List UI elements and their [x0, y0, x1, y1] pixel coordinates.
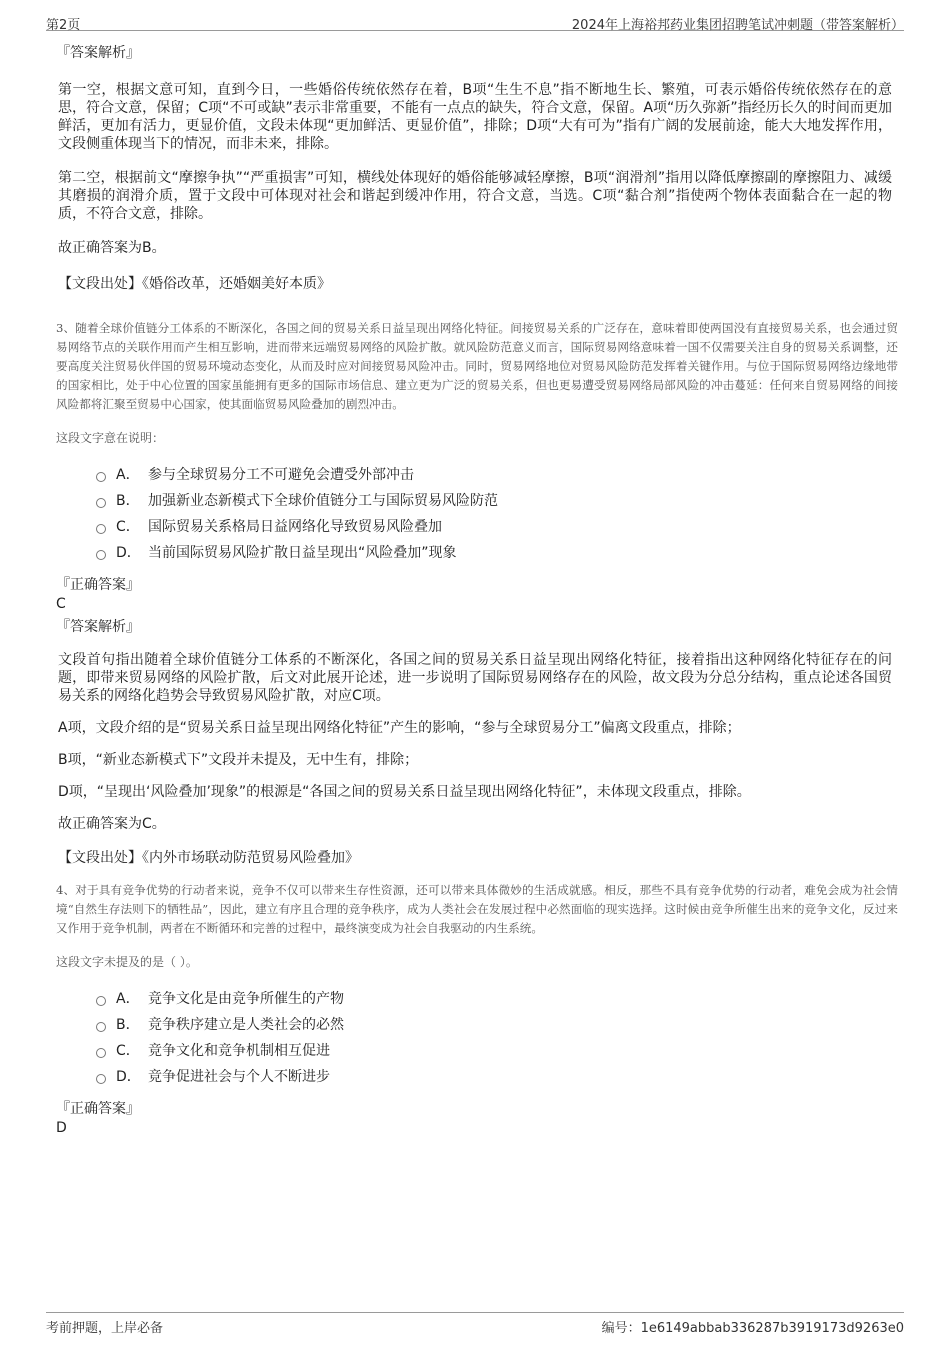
footer-slogan: 考前押题，上岸必备 — [46, 1321, 164, 1336]
question-4-text: 4、对于具有竞争优势的行动者来说，竞争不仅可以带来生存性资源，还可以带来具体微妙的生活成就感。相反，那些不具有竞争优势的行动者，难免会成为社会情境“自然生存法则下的牺牲品”，因此，建立有序且合理的竞争秩序，成为人类社会在发展过程中必然面临的现实选择。这时候由竞争所催生出来的竞争文化，反过来又作用于竞争机制，两者在不断循环和完善的过程中，最终演变成为社会自我驱动的内生系统。 — [56, 883, 898, 935]
option-letter: A． — [116, 991, 140, 1007]
analysis-paragraph: A项，文段介绍的是“贸易关系日益呈现出网络化特征”产生的影响，“参与全球贸易分工”偏离文段重点，排除； — [58, 720, 741, 736]
correct-answer-label: 『正确答案』 — [56, 1101, 140, 1117]
analysis-paragraph: 文段首句指出随着全球价值链分工体系的不断深化，各国之间的贸易关系日益呈现出网络化特征，接着指出这种网络化特征存在的问题，即带来贸易网络的风险扩散，后文对此展开论述，进一步说明了国际贸易网络存在的风险，故文段为分总分结构，重点论述各国贸易关系的网络化趋势会导致贸易风险扩散，对应C项。 — [58, 652, 892, 704]
option-text: 竞争文化是由竞争所催生的产物 — [148, 991, 344, 1007]
source-citation: 【文段出处】《婚俗改革，还婚姻美好本质》 — [58, 276, 331, 292]
option-a[interactable] — [96, 986, 896, 1012]
question-4-options — [96, 986, 896, 1090]
option-b[interactable] — [96, 1012, 896, 1038]
document-title: 2024年上海裕邦药业集团招聘笔试冲刺题（带答案解析） — [571, 18, 904, 33]
document-id: 编号：1e6149abbab336287b3919173d9263e0 — [601, 1321, 904, 1336]
option-c[interactable] — [96, 514, 896, 540]
radio-icon[interactable] — [96, 1074, 106, 1084]
question-3-prompt: 这段文字意在说明： — [56, 431, 165, 445]
option-text: 加强新业态新模式下全球价值链分工与国际贸易风险防范 — [148, 493, 498, 509]
analysis-paragraph: D项，“呈现出‘风险叠加’现象”的根源是“各国之间的贸易关系日益呈现出网络化特征”，未体现文段重点，排除。 — [58, 784, 751, 800]
option-text: 参与全球贸易分工不可避免会遭受外部冲击 — [148, 467, 414, 483]
option-c[interactable] — [96, 1038, 896, 1064]
page-content — [56, 44, 896, 1142]
option-text: 当前国际贸易风险扩散日益呈现出“风险叠加”现象 — [148, 545, 457, 561]
radio-icon[interactable] — [96, 524, 106, 534]
page-footer — [46, 1312, 904, 1343]
option-text: 竞争秩序建立是人类社会的必然 — [148, 1017, 344, 1033]
page-number: 第2页 — [46, 18, 81, 33]
radio-icon[interactable] — [96, 996, 106, 1006]
correct-answer: C — [56, 596, 66, 612]
correct-answer: D — [56, 1120, 67, 1136]
question-4-prompt: 这段文字未提及的是（ ）。 — [56, 955, 198, 969]
question-3-options — [96, 462, 896, 566]
source-citation: 【文段出处】《内外市场联动防范贸易风险叠加》 — [58, 850, 359, 866]
answer-conclusion: 故正确答案为C。 — [58, 816, 166, 832]
option-text: 竞争文化和竞争机制相互促进 — [148, 1043, 330, 1059]
radio-icon[interactable] — [96, 498, 106, 508]
analysis-paragraph: B项，“新业态新模式下”文段并未提及，无中生有，排除； — [58, 752, 419, 768]
radio-icon[interactable] — [96, 1048, 106, 1058]
analysis-label: 『答案解析』 — [56, 45, 140, 61]
option-letter: D． — [116, 1069, 141, 1085]
option-d[interactable] — [96, 1064, 896, 1090]
option-letter: A． — [116, 467, 140, 483]
option-letter: D． — [116, 545, 141, 561]
option-letter: C． — [116, 1043, 140, 1059]
analysis-label: 『答案解析』 — [56, 619, 140, 635]
question-3-text: 3、随着全球价值链分工体系的不断深化，各国之间的贸易关系日益呈现出网络化特征。间接贸易关系的广泛存在，意味着即使两国没有直接贸易关系，也会通过贸易网络节点的关联作用而产生相互影响，进而带来远端贸易网络的风险扩散。就风险防范意义而言，国际贸易网络意味着一国不仅需要关注自身的贸易关系调整，还要高度关注贸易伙伴国的贸易环境动态变化，从而及时应对间接贸易风险冲击。同时，贸易网络地位对贸易风险防范发挥着关键作用。与位于国际贸易网络边缘地带的国家相比，处于中心位置的国家虽能拥有更多的国际市场信息、建立更为广泛的贸易关系，但也更易遭受贸易网络局部风险的冲击蔓延：任何来自贸易网络的间接风险都将汇聚至贸易中心国家，使其面临贸易风险叠加的剧烈冲击。 — [56, 321, 898, 411]
option-b[interactable] — [96, 488, 896, 514]
option-letter: B． — [116, 493, 140, 509]
analysis-paragraph: 第二空，根据前文“摩擦争执”“严重损害”可知，横线处体现好的婚俗能够减轻摩擦，B项“润滑剂”指用以降低摩擦副的摩擦阻力、减缓其磨损的润滑介质，置于文段中可体现对社会和谐起到缓冲作用，符合文意，当选。C项“黏合剂”指使两个物体表面黏合在一起的物质，不符合文意，排除。 — [58, 170, 892, 222]
radio-icon[interactable] — [96, 472, 106, 482]
radio-icon[interactable] — [96, 550, 106, 560]
correct-answer-label: 『正确答案』 — [56, 577, 140, 593]
radio-icon[interactable] — [96, 1022, 106, 1032]
analysis-paragraph: 第一空，根据文意可知，直到今日，一些婚俗传统依然存在着，B项“生生不息”指不断地生长、繁殖，可表示婚俗传统依然存在的意思，符合文意，保留；C项“不可或缺”表示非常重要，不能有一点点的缺失，符合文意，保留。A项“历久弥新”指经历长久的时间而更加鲜活，更加有活力，更显价值，文段未体现“更加鲜活、更显价值”，排除；D项“大有可为”指有广阔的发展前途，能大大地发挥作用，文段侧重体现当下的情况，而非未来，排除。 — [58, 82, 892, 152]
option-text: 国际贸易关系格局日益网络化导致贸易风险叠加 — [148, 519, 442, 535]
option-letter: C． — [116, 519, 140, 535]
option-text: 竞争促进社会与个人不断进步 — [148, 1069, 330, 1085]
answer-conclusion: 故正确答案为B。 — [58, 240, 166, 256]
option-d[interactable] — [96, 540, 896, 566]
page-header — [46, 0, 904, 31]
option-letter: B． — [116, 1017, 140, 1033]
option-a[interactable] — [96, 462, 896, 488]
